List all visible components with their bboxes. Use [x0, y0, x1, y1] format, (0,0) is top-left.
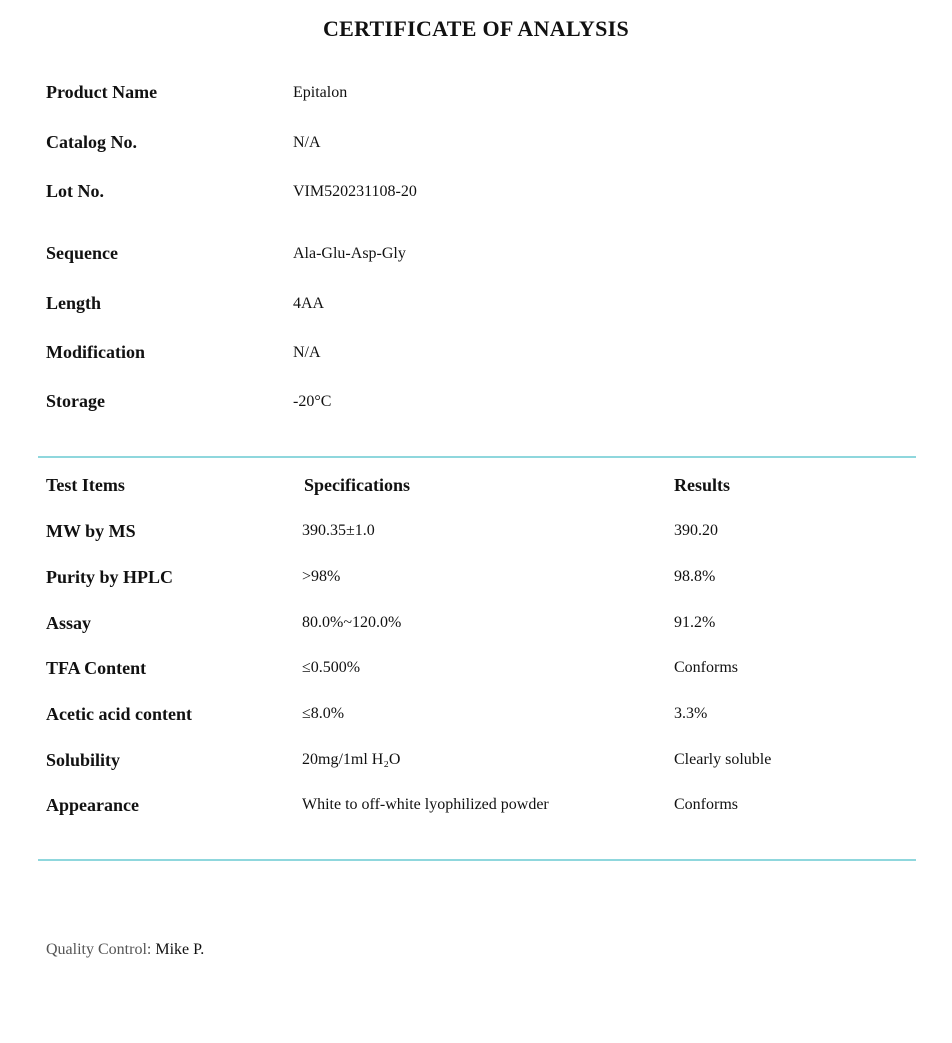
lot-no-value: VIM520231108-20 [293, 183, 417, 200]
product-name-label: Product Name [46, 82, 158, 102]
row-label-appearance: Appearance [46, 795, 139, 815]
modification-label: Modification [46, 342, 145, 362]
row-spec-assay: 80.0%~120.0% [302, 614, 402, 631]
qc-separator: : [146, 941, 152, 958]
row-label-tfa: TFA Content [46, 658, 147, 678]
row-spec-appearance: White to off-white lyophilized powder [302, 796, 549, 813]
row-result-assay: 91.2% [674, 614, 716, 631]
row-label-acetic: Acetic acid content [46, 704, 192, 724]
row-result-solubility: Clearly soluble [674, 751, 772, 768]
header-specifications: Specifications [304, 475, 410, 495]
qc-label: Quality Control [46, 941, 147, 958]
storage-value: -20°C [293, 393, 332, 410]
modification-value: N/A [293, 344, 321, 361]
row-label-solubility: Solubility [46, 750, 121, 770]
catalog-no-value: N/A [293, 134, 321, 151]
lot-no-label: Lot No. [46, 181, 104, 201]
quality-control-signoff [46, 941, 204, 959]
row-spec-acetic: ≤8.0% [302, 705, 345, 722]
product-name-value: Epitalon [293, 84, 348, 101]
header-test-items: Test Items [46, 475, 125, 495]
row-label-assay: Assay [46, 613, 92, 633]
row-label-purity: Purity by HPLC [46, 567, 174, 587]
qc-name: Mike P. [155, 941, 205, 958]
row-result-appearance: Conforms [674, 796, 738, 813]
row-spec-purity: >98% [302, 568, 341, 585]
row-result-acetic: 3.3% [674, 705, 708, 722]
sequence-value: Ala-Glu-Asp-Gly [293, 245, 406, 262]
table-bottom-rule [38, 859, 916, 861]
row-spec-tfa: ≤0.500% [302, 659, 361, 676]
table-top-rule [38, 456, 916, 458]
document-title: CERTIFICATE OF ANALYSIS [322, 16, 630, 41]
catalog-no-label: Catalog No. [46, 132, 137, 152]
row-result-tfa: Conforms [674, 659, 738, 676]
row-result-purity: 98.8% [674, 568, 716, 585]
row-spec-mw: 390.35±1.0 [302, 522, 375, 539]
row-label-mw: MW by MS [46, 521, 136, 541]
length-label: Length [46, 293, 102, 313]
header-results: Results [674, 475, 731, 495]
row-result-mw: 390.20 [674, 522, 718, 539]
row-spec-solubility: 20mg/1ml H₂O [302, 751, 401, 768]
storage-label: Storage [46, 391, 105, 411]
sequence-label: Sequence [46, 243, 118, 263]
length-value: 4AA [293, 295, 325, 312]
